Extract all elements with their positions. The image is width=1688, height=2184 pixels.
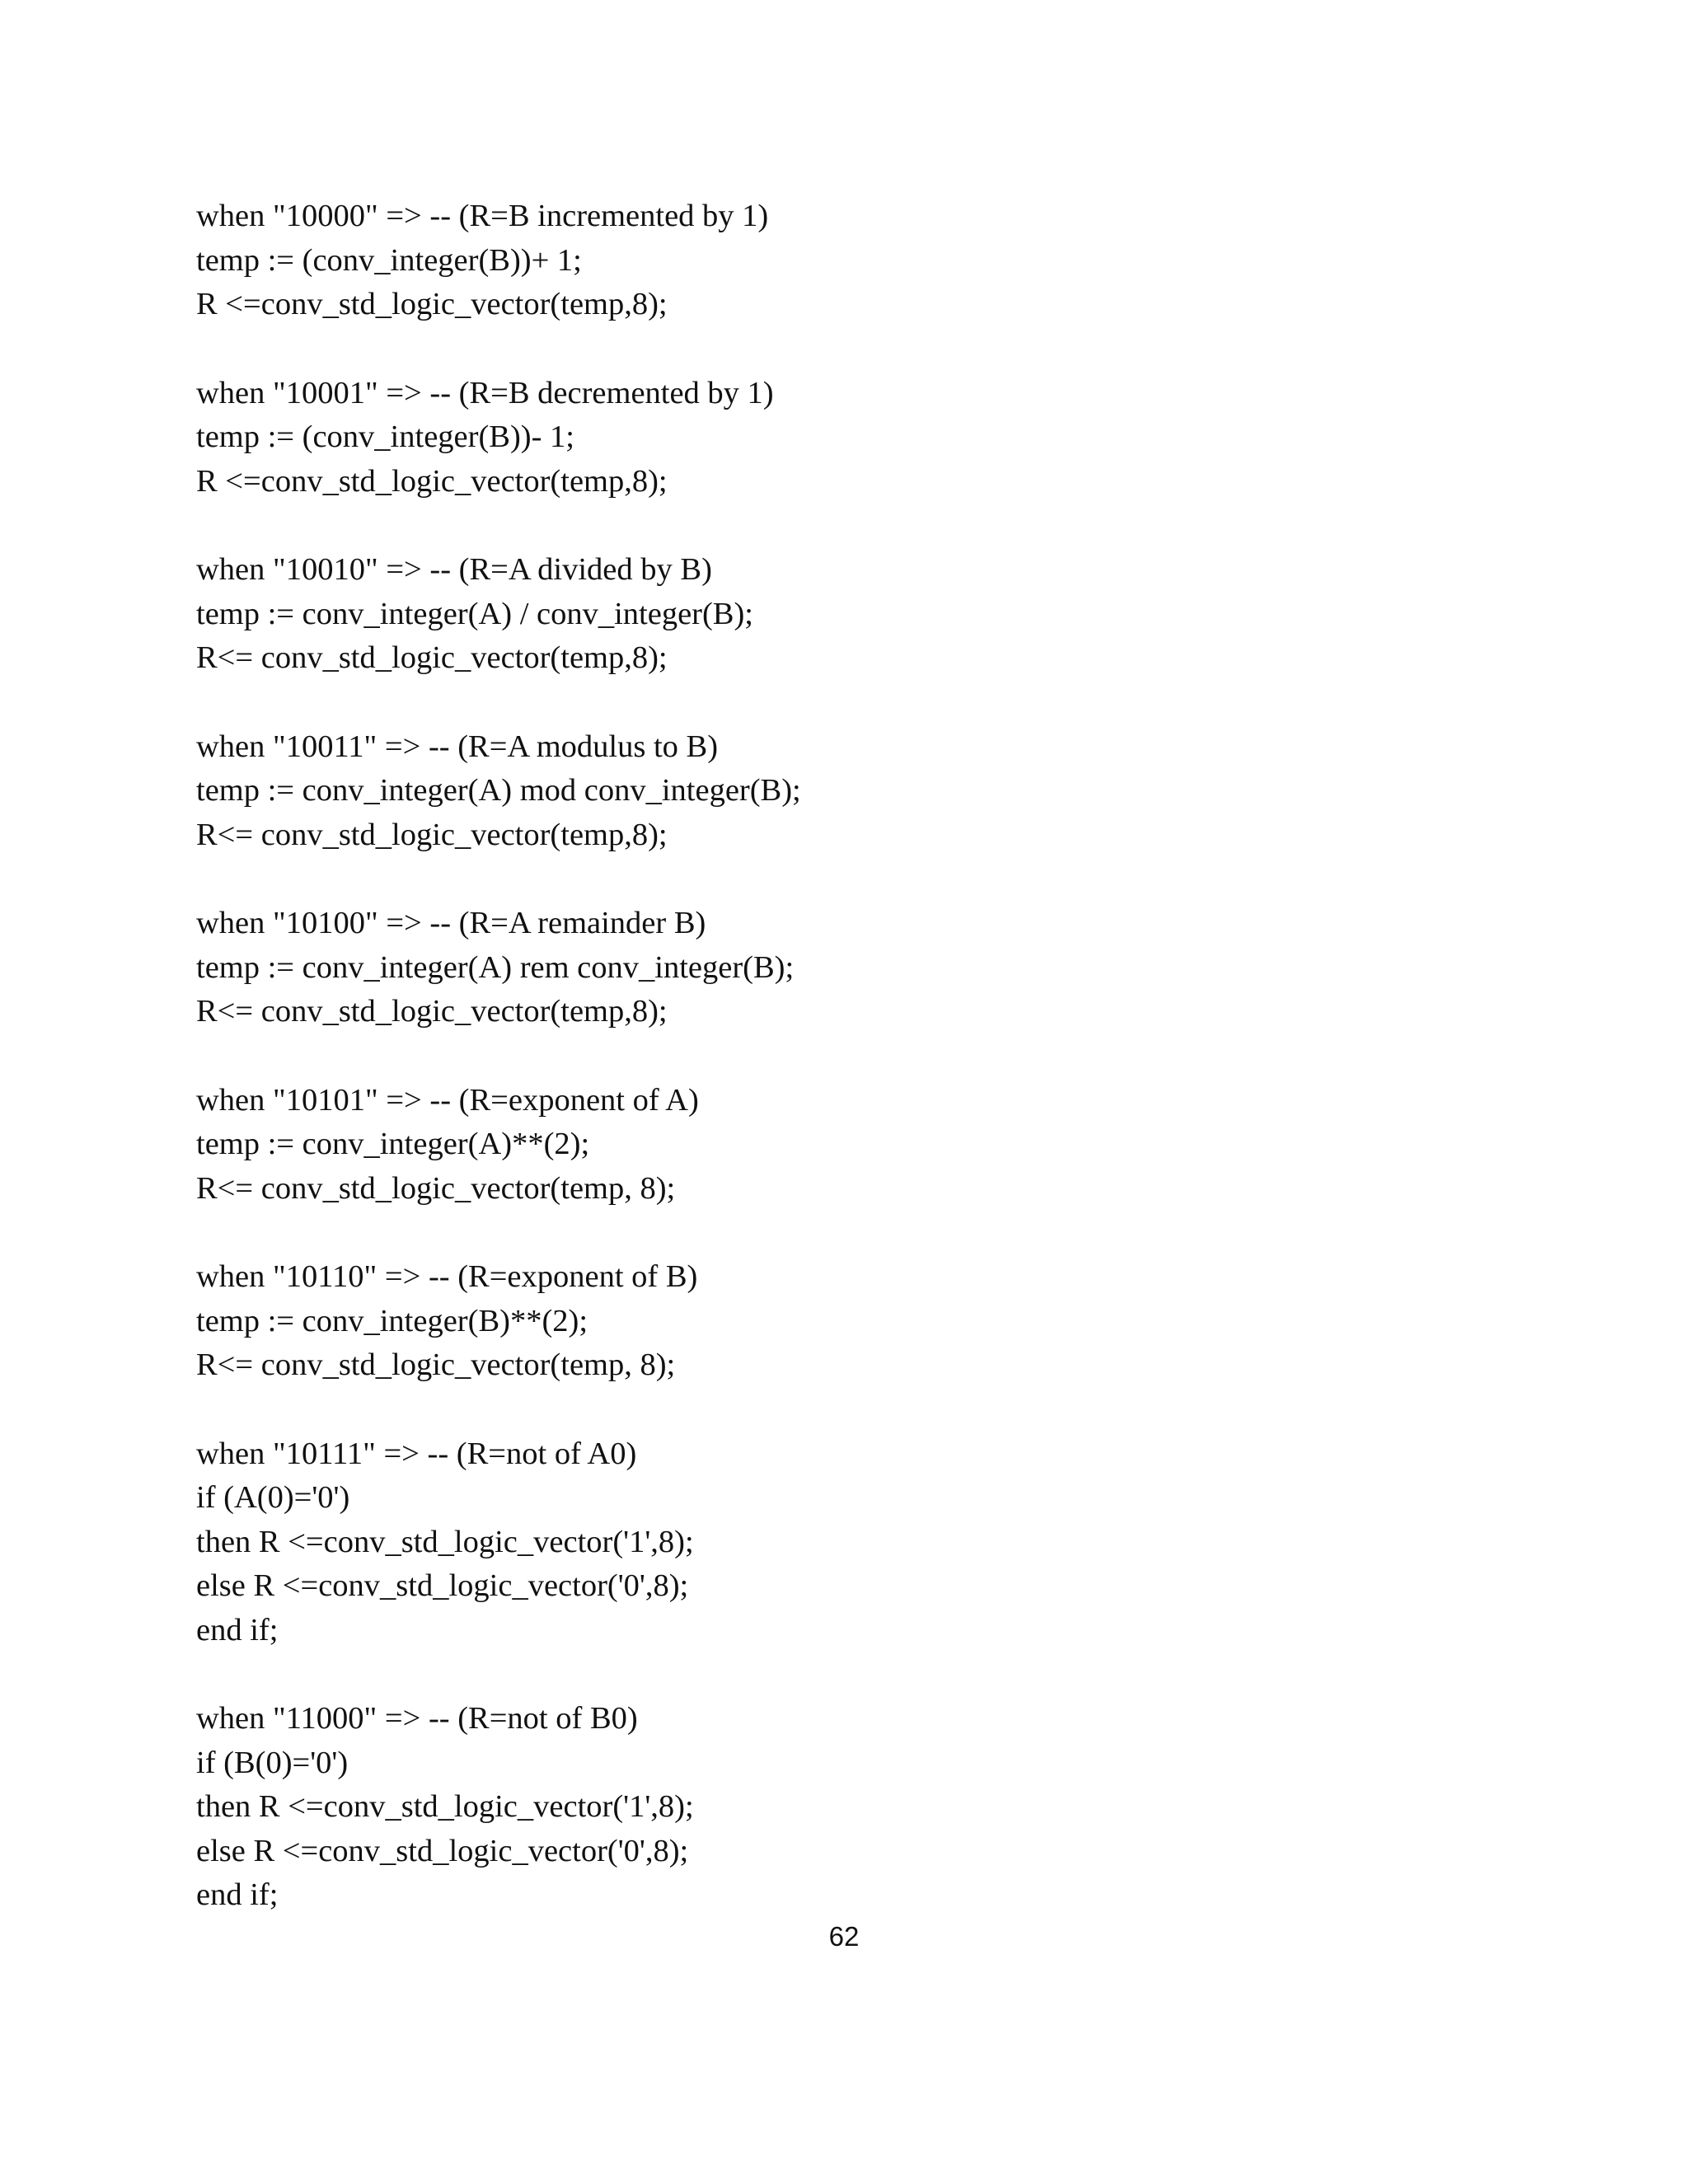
code-line: R <=conv_std_logic_vector(temp,8); — [196, 287, 668, 321]
case-block-10100 — [196, 902, 1597, 1034]
code-line: when "10000" => -- (R=B incremented by 1) — [196, 199, 769, 233]
code-line: temp := (conv_integer(B))+ 1; — [196, 242, 582, 278]
case-block-10011 — [196, 725, 1597, 858]
code-line: R<= conv_std_logic_vector(temp, 8); — [196, 1170, 676, 1206]
code-line: temp := conv_integer(A) / conv_integer(B); — [196, 596, 754, 631]
code-line: else R <=conv_std_logic_vector('0',8); — [196, 1568, 689, 1603]
code-line: R<= conv_std_logic_vector(temp, 8); — [196, 1347, 676, 1382]
case-block-10010 — [196, 548, 1597, 681]
case-block-10000 — [196, 194, 1597, 327]
case-block-10110 — [196, 1255, 1597, 1388]
case-block-10001 — [196, 372, 1597, 504]
code-line: temp := conv_integer(A) mod conv_integer(B); — [196, 773, 801, 808]
code-line: when "10110" => -- (R=exponent of B) — [196, 1259, 698, 1294]
code-line: end if; — [196, 1612, 279, 1647]
code-line: R<= conv_std_logic_vector(temp,8); — [196, 994, 668, 1029]
vhdl-code-listing — [196, 194, 1597, 1962]
case-block-10101 — [196, 1079, 1597, 1212]
code-line: when "10100" => -- (R=A remainder B) — [196, 906, 706, 940]
code-line: temp := conv_integer(A) rem conv_integer(B); — [196, 949, 795, 985]
code-line: else R <=conv_std_logic_vector('0',8); — [196, 1833, 689, 1868]
code-line: when "10101" => -- (R=exponent of A) — [196, 1082, 699, 1118]
code-line: if (A(0)='0') — [196, 1480, 350, 1515]
code-line: when "11000" => -- (R=not of B0) — [196, 1701, 638, 1736]
case-block-10111 — [196, 1432, 1597, 1653]
code-line: when "10111" => -- (R=not of A0) — [196, 1436, 637, 1471]
code-line: when "10010" => -- (R=A divided by B) — [196, 552, 712, 587]
code-line: temp := conv_integer(A)**(2); — [196, 1127, 590, 1161]
code-line: end if; — [196, 1877, 279, 1912]
code-line: R<= conv_std_logic_vector(temp,8); — [196, 817, 668, 852]
code-line: when "10011" => -- (R=A modulus to B) — [196, 729, 719, 764]
code-line: temp := conv_integer(B)**(2); — [196, 1303, 588, 1338]
code-line: when "10001" => -- (R=B decremented by 1) — [196, 375, 774, 410]
code-line: if (B(0)='0') — [196, 1745, 349, 1780]
code-line: temp := (conv_integer(B))- 1; — [196, 419, 574, 454]
code-line: R <=conv_std_logic_vector(temp,8); — [196, 463, 668, 499]
code-line: R<= conv_std_logic_vector(temp,8); — [196, 640, 668, 675]
case-block-11000 — [196, 1697, 1597, 1918]
page-number: 62 — [828, 1921, 860, 1952]
code-line: then R <=conv_std_logic_vector('1',8); — [196, 1524, 694, 1559]
code-line: then R <=conv_std_logic_vector('1',8); — [196, 1789, 694, 1824]
